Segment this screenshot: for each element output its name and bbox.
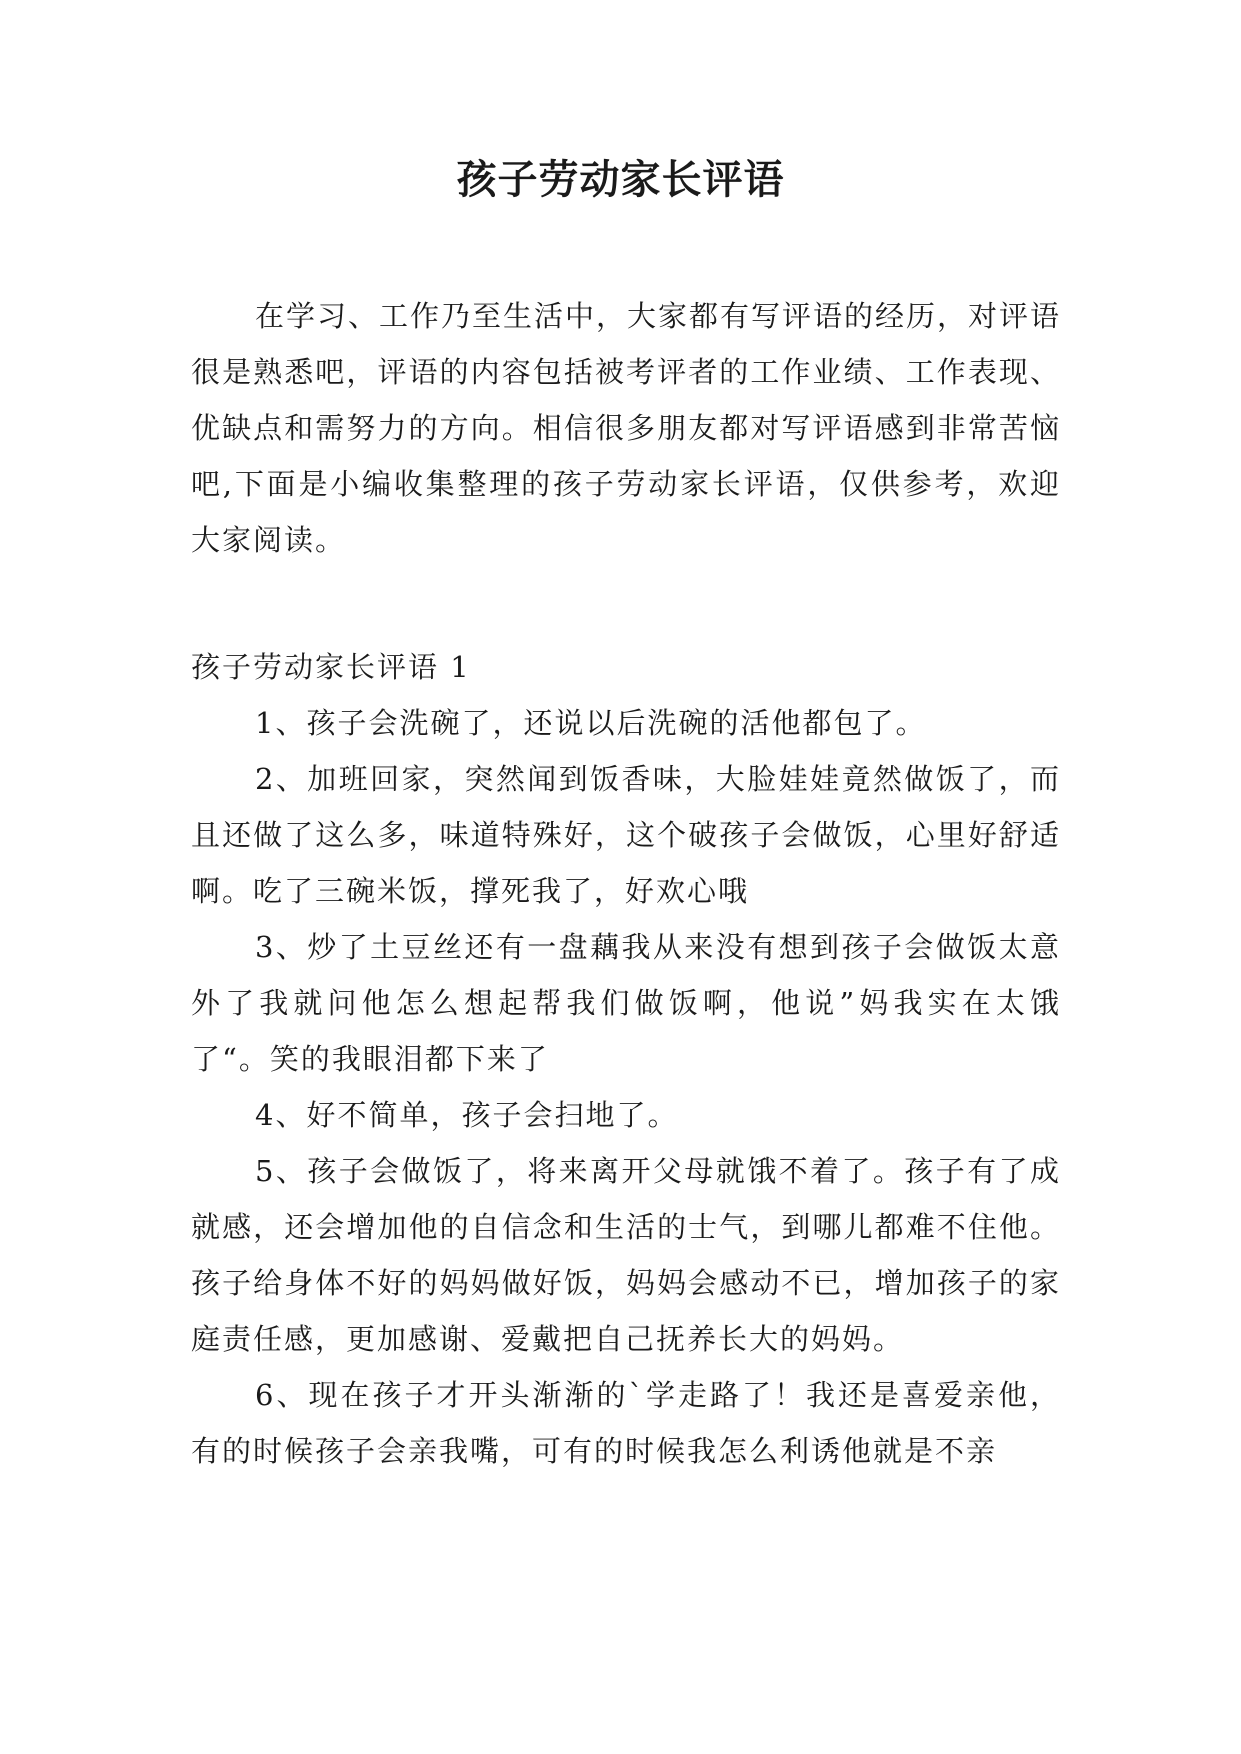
section-heading: 孩子劳动家长评语 1 [191, 650, 471, 684]
list-item: 2、加班回家，突然闻到饭香味，大脸娃娃竟然做饭了，而且还做了这么多，味道特殊好，这个破孩子会做饭，心里好舒适啊。吃了三碗米饭，撑死我了，好欢心哦 [191, 762, 1061, 908]
intro-paragraph: 在学习、工作乃至生活中，大家都有写评语的经历，对评语很是熟悉吧，评语的内容包括被考评者的工作业绩、工作表现、优缺点和需努力的方向。相信很多朋友都对写评语感到非常苦恼吧,下面是小编收集整理的孩子劳动家长评语，仅供参考，欢迎大家阅读。 [191, 299, 1062, 557]
list-item: 4、好不简单，孩子会扫地了。 [255, 1098, 679, 1132]
list-item: 1、孩子会洗碗了，还说以后洗碗的活他都包了。 [255, 706, 927, 740]
list-item: 6、现在孩子才开头渐渐的`学走路了！我还是喜爱亲他，有的时候孩子会亲我嘴，可有的时候我怎么利诱他就是不亲 [191, 1378, 1061, 1468]
list-item: 5、孩子会做饭了，将来离开父母就饿不着了。孩子有了成就感，还会增加他的自信念和生活的士气，到哪儿都难不住他。孩子给身体不好的妈妈做好饭，妈妈会感动不已，增加孩子的家庭责任感，更加感谢、爱戴把自己抚养长大的妈妈。 [191, 1154, 1061, 1356]
section-block [191, 639, 1061, 1479]
list-item: 3、炒了土豆丝还有一盘藕我从来没有想到孩子会做饭太意外了我就问他怎么想起帮我们做饭啊，他说”妈我实在太饿了“。笑的我眼泪都下来了 [191, 930, 1061, 1076]
document-title: 孩子劳动家长评语 [456, 156, 785, 203]
intro-block [191, 288, 1061, 568]
